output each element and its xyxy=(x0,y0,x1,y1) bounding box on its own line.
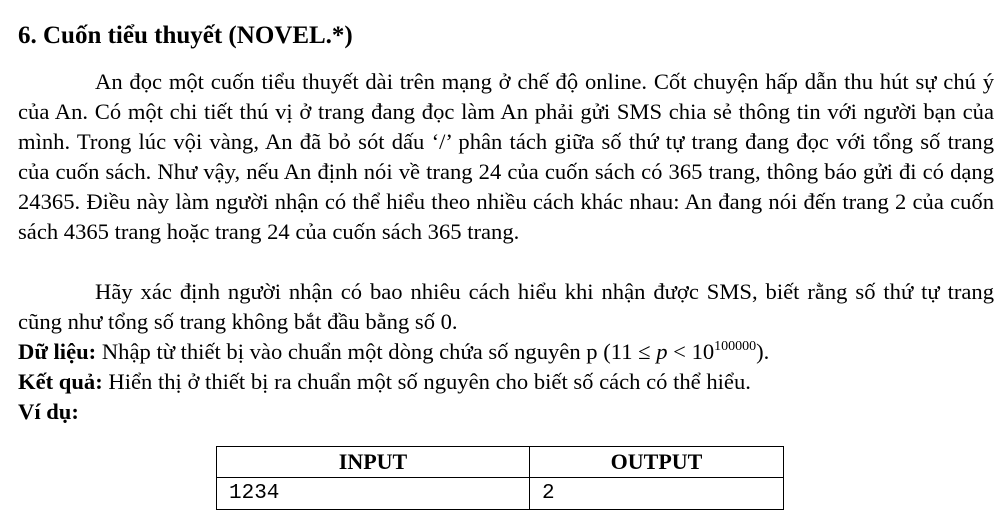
problem-question-paragraph: Hãy xác định người nhận có bao nhiêu cách hiểu khi nhận được SMS, biết rằng số thứ tự trang cũng như tổng số trang không bắt đầu bằng số 0. xyxy=(18,279,994,334)
constraint-relation: < xyxy=(667,339,692,364)
example-output-cell: 2 xyxy=(530,478,784,510)
constraint-base: 10 xyxy=(691,339,715,364)
output-specification xyxy=(18,367,751,397)
input-column-header: INPUT xyxy=(217,447,530,478)
output-description: Hiển thị ở thiết bị ra chuẩn một số nguyên cho biết số cách có thể hiểu. xyxy=(102,369,751,394)
constraint-lower: 11 ≤ xyxy=(610,339,657,364)
problem-title: 6. Cuốn tiểu thuyết (NOVEL.*) xyxy=(18,22,353,49)
input-specification xyxy=(18,337,769,367)
constraint-exponent: 100000 xyxy=(714,339,757,354)
output-column-header: OUTPUT xyxy=(530,447,784,478)
problem-statement-paragraph: An đọc một cuốn tiểu thuyết dài trên mạng ở chế độ online. Cốt chuyện hấp dẫn thu hút sự chú ý của An. Có một chi tiết thú vị ở trang đang đọc làm An phải gửi SMS chia sẻ thông tin với người bạn của mình. Trong lúc vội vàng, An đã bỏ sót dấu ‘/’ phân tách giữa số thứ tự trang đang đọc với tổng số trang của cuốn sách. Như vậy, nếu An định nói về trang 24 của cuốn sách có 365 trang, thông báo gửi đi có dạng 24365. Điều này làm người nhận có thể hiểu theo nhiều cách khác nhau: An đang nói đến trang 2 của cuốn sách 4365 trang hoặc trang 24 của cuốn sách 365 trang. xyxy=(18,69,994,244)
table-header-row xyxy=(217,447,784,478)
input-description: Nhập từ thiết bị vào chuẩn một dòng chứa số nguyên p ( xyxy=(96,339,611,364)
example-table xyxy=(216,446,784,510)
input-suffix: ). xyxy=(756,339,770,364)
constraint-variable: p xyxy=(656,339,668,364)
example-input-cell: 1234 xyxy=(217,478,530,510)
output-label: Kết quả: xyxy=(18,369,103,394)
table-row xyxy=(217,478,784,510)
input-label: Dữ liệu: xyxy=(18,339,97,364)
example-label: Ví dụ: xyxy=(18,399,79,424)
